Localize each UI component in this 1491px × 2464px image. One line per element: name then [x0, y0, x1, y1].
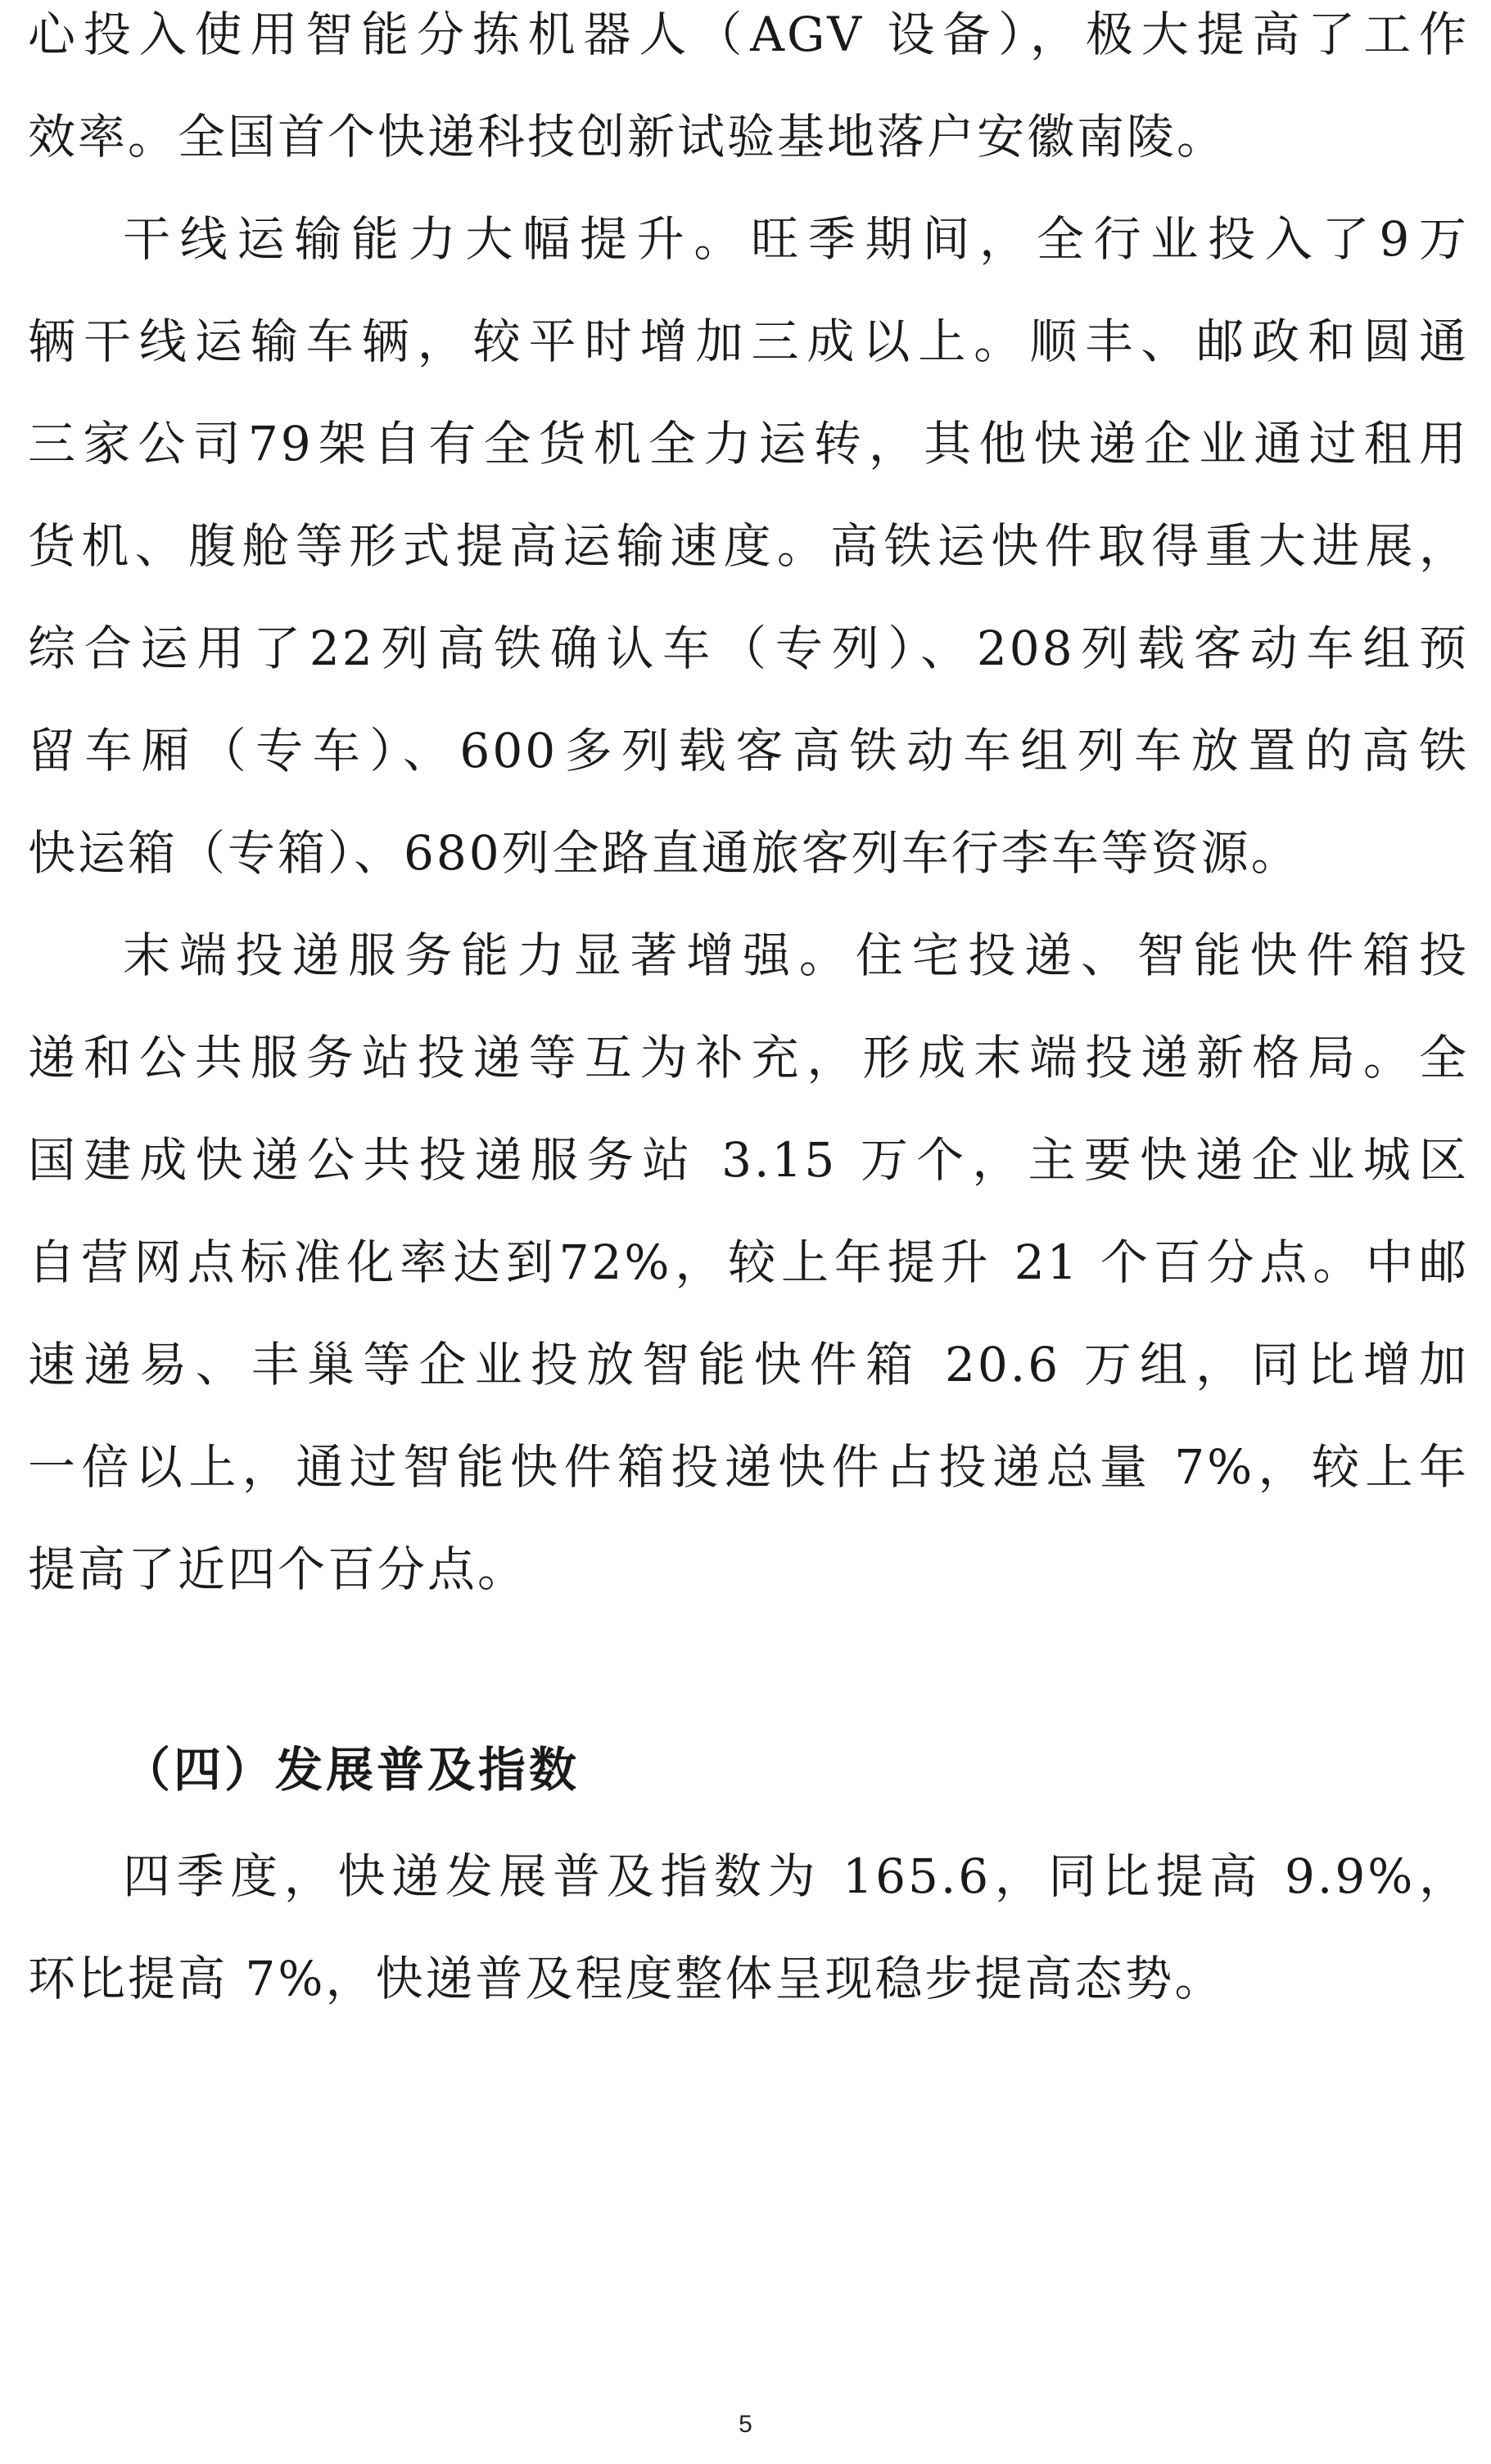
paragraph-3-line-4: 自营网点标准化率达到72%，较上年提升 21 个百分点。中邮 [28, 1234, 1469, 1290]
paragraph-3-line-2: 递和公共服务站投递等互为补充，形成末端投递新格局。全 [28, 1030, 1469, 1085]
paragraph-2-line-1: 干线运输能力大幅提升。旺季期间，全行业投入了9万 [123, 211, 1469, 267]
page-number: 5 [739, 2411, 752, 2438]
section-heading: （四）发展普及指数 [123, 1742, 581, 1798]
paragraph-2-line-4: 货机、腹舱等形式提高运输速度。高铁运快件取得重大进展， [28, 518, 1469, 574]
paragraph-2-line-6: 留车厢（专车）、600多列载客高铁动车组列车放置的高铁 [28, 723, 1469, 778]
paragraph-4-line-2: 环比提高 7%，快递普及程度整体呈现稳步提高态势。 [28, 1951, 1225, 2006]
paragraph-4-line-1: 四季度，快递发展普及指数为 165.6，同比提高 9.9%， [123, 1848, 1469, 1904]
paragraph-2-line-5: 综合运用了22列高铁确认车（专列）、208列载客动车组预 [28, 621, 1469, 676]
paragraph-3-line-3: 国建成快递公共投递服务站 3.15 万个，主要快递企业城区 [28, 1132, 1469, 1188]
paragraph-2-line-7: 快运箱（专箱）、680列全路直通旅客列车行李车等资源。 [28, 825, 1301, 881]
paragraph-2-line-2: 辆干线运输车辆，较平时增加三成以上。顺丰、邮政和圆通 [28, 314, 1469, 369]
paragraph-1-line-2: 效率。全国首个快递科技创新试验基地落户安徽南陵。 [28, 109, 1227, 165]
paragraph-3-line-6: 一倍以上，通过智能快件箱投递快件占投递总量 7%，较上年 [28, 1439, 1469, 1495]
paragraph-3-line-5: 速递易、丰巢等企业投放智能快件箱 20.6 万组，同比增加 [28, 1337, 1469, 1392]
paragraph-2-line-3: 三家公司79架自有全货机全力运转，其他快递企业通过租用 [28, 416, 1469, 472]
paragraph-3-line-7: 提高了近四个百分点。 [28, 1541, 528, 1597]
paragraph-1-line-1: 心投入使用智能分拣机器人（AGV 设备），极大提高了工作 [28, 7, 1469, 62]
paragraph-3-line-1: 末端投递服务能力显著增强。住宅投递、智能快件箱投 [123, 927, 1469, 983]
